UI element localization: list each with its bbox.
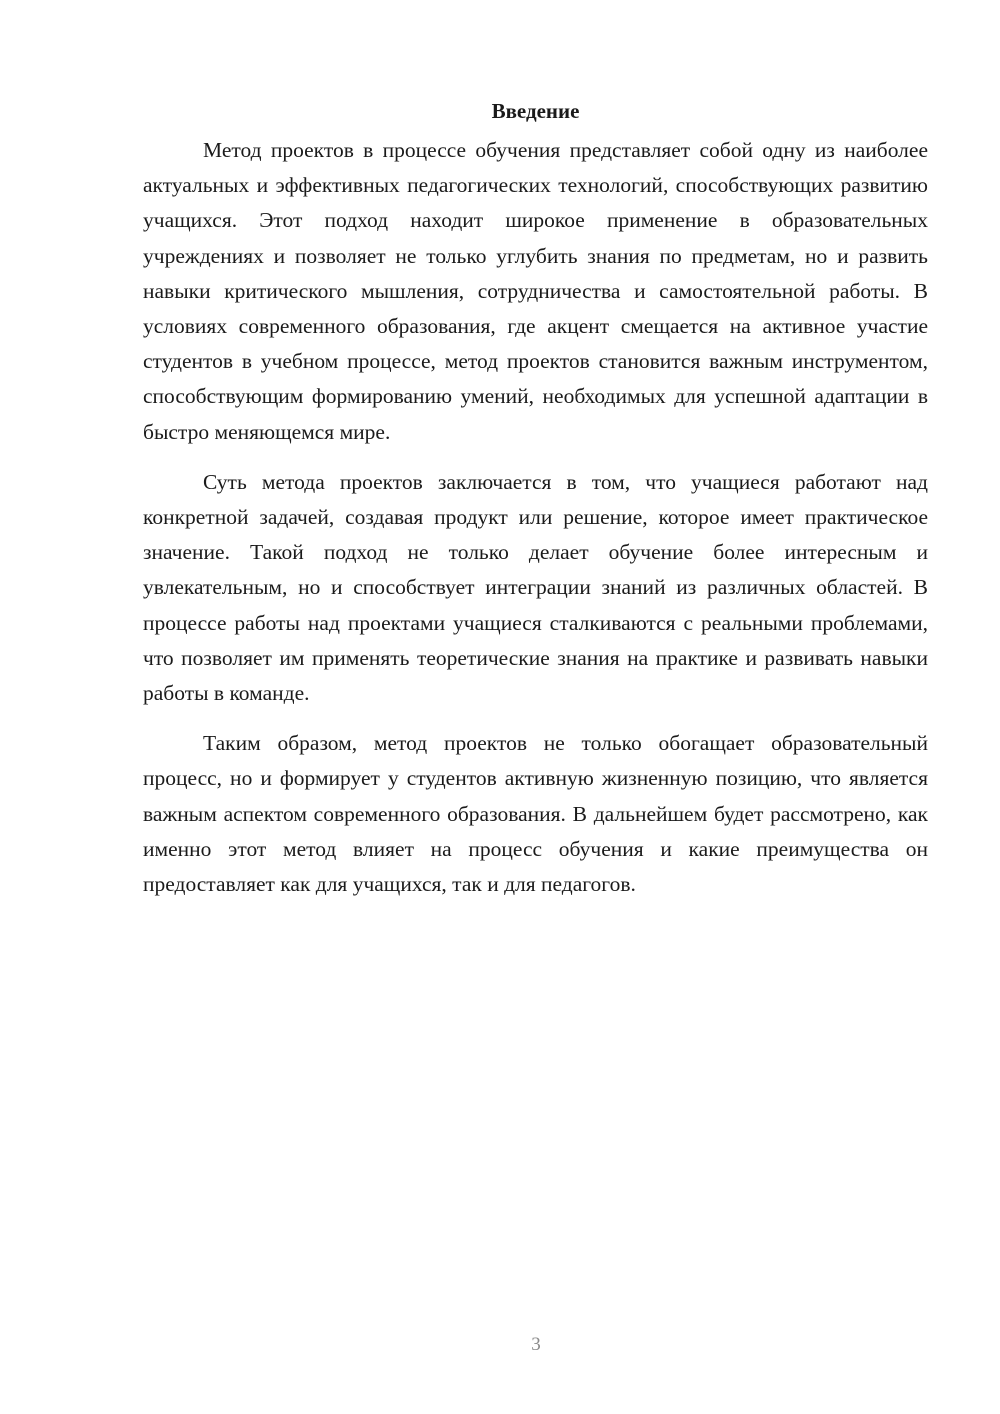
page-content [143, 97, 928, 917]
page-number: 3 [531, 1334, 541, 1355]
paragraph-2: Суть метода проектов заключается в том, что учащиеся работают над конкретной задачей, создавая продукт или решение, которое имеет практическое значение. Такой подход не только делает обучение более интересным и увлекательным, но и способствует интеграции знаний из различных областей. В процессе работы над проектами учащиеся сталкиваются с реальными проблемами, что позволяет им применять теоретические знания на практике и развивать навыки работы в команде. [143, 469, 928, 706]
paragraph-1: Метод проектов в процессе обучения представляет собой одну из наиболее актуальных и эффективных педагогических технологий, способствующих развитию учащихся. Этот подход находит широкое применение в образовательных учреждениях и позволяет не только углубить знания по предметам, но и развить навыки критического мышления, сотрудничества и самостоятельной работы. В условиях современного образования, где акцент смещается на активное участие студентов в учебном процессе, метод проектов становится важным инструментом, способствующим формированию умений, необходимых для успешной адаптации в быстро меняющемся мире. [143, 138, 928, 444]
section-title: Введение [491, 99, 580, 123]
paragraph-3: Таким образом, метод проектов не только обогащает образовательный процесс, но и формирует у студентов активную жизненную позицию, что является важным аспектом современного образования. В дальнейшем будет рассмотрено, как именно этот метод влияет на процесс обучения и какие преимущества он предоставляет как для учащихся, так и для педагогов. [143, 731, 928, 897]
